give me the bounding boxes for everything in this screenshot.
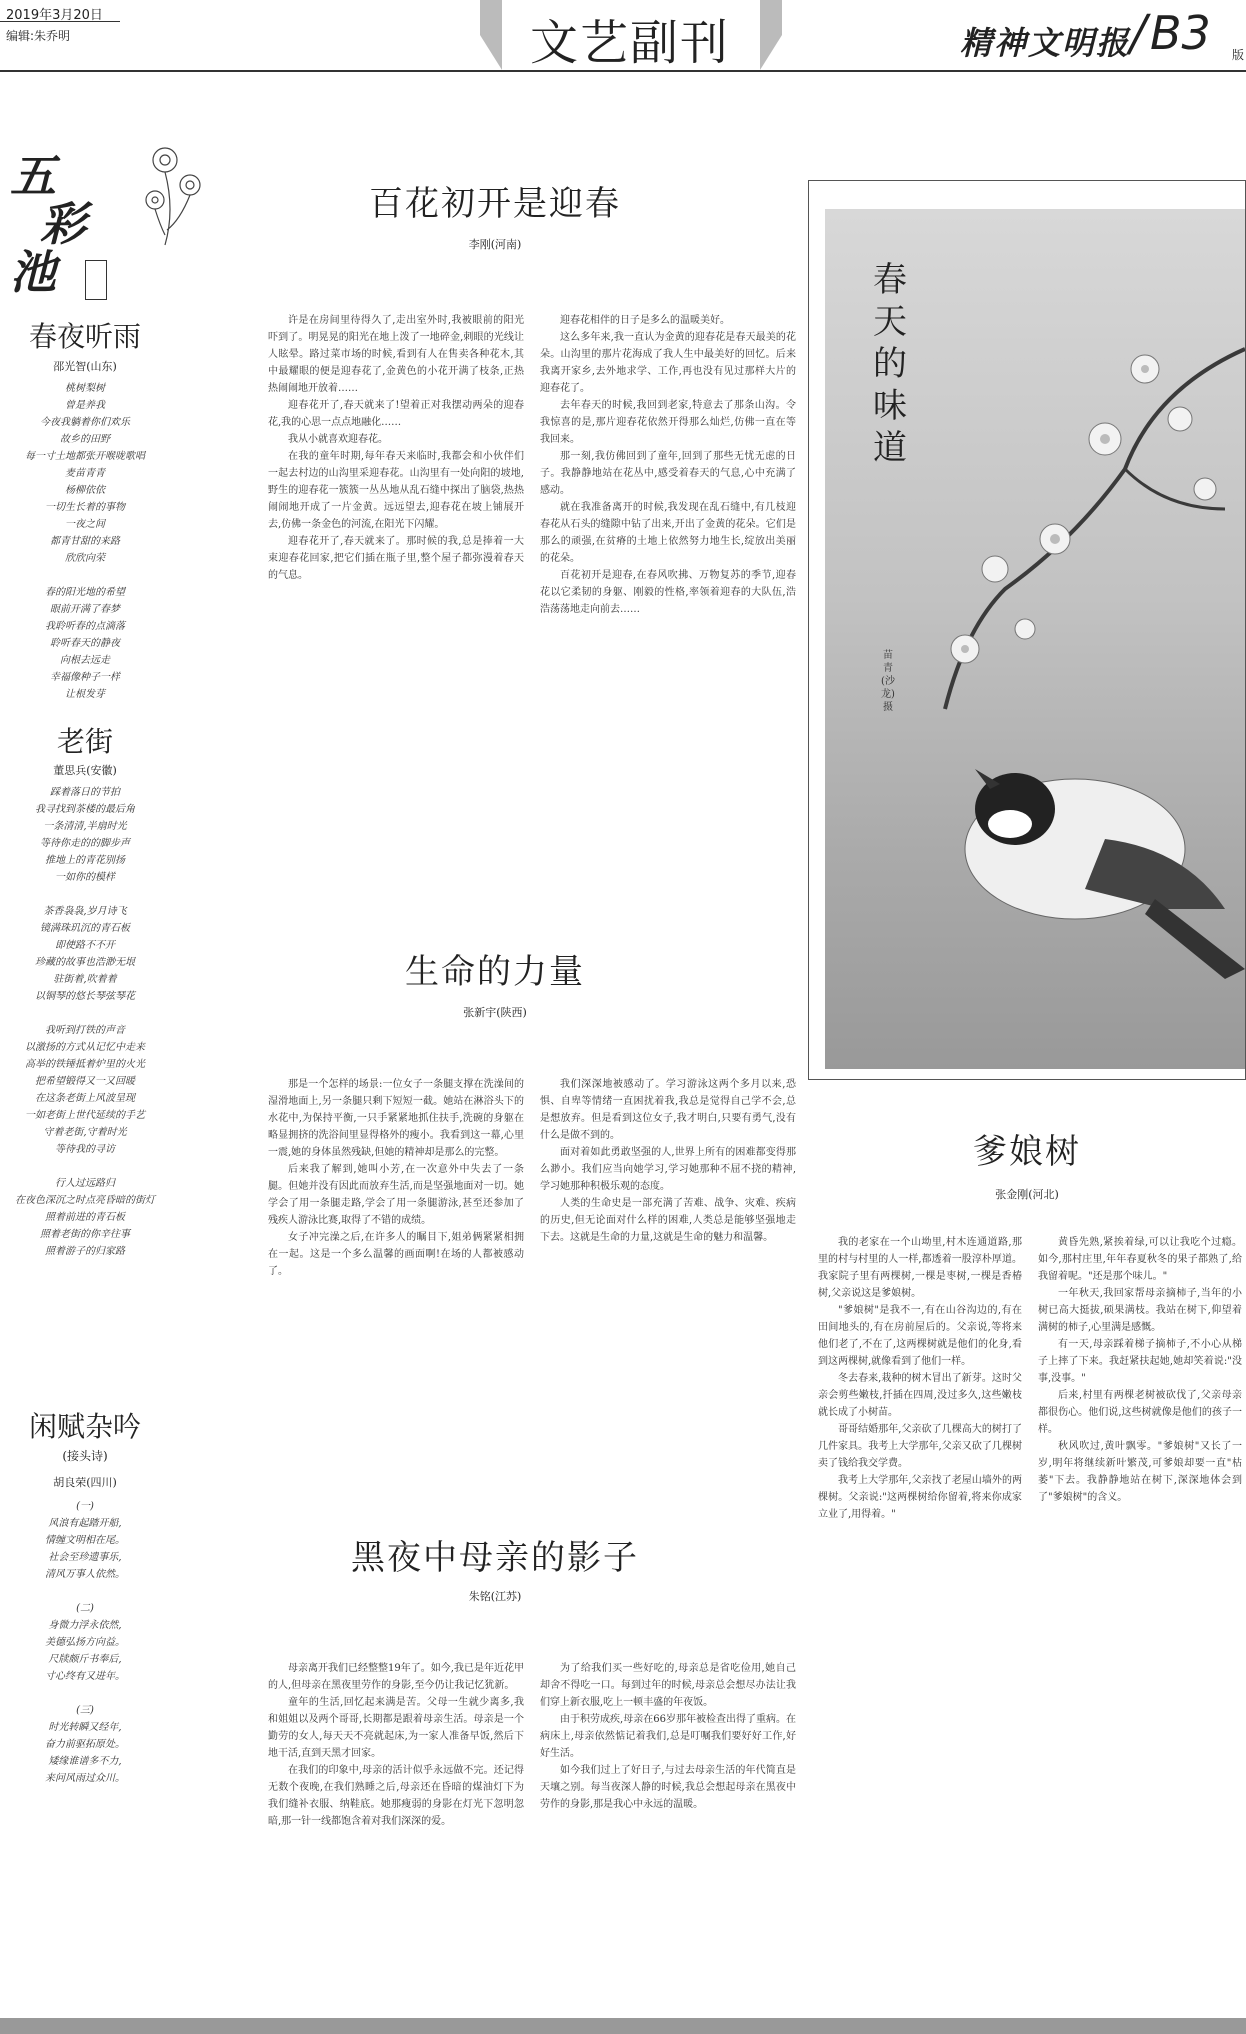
poem-line: 行人过远路归 xyxy=(55,1178,115,1189)
poem-line: 踩着落日的节拍 xyxy=(50,787,120,798)
poem-line: 矮缘谁谱多不力, xyxy=(48,1756,122,1767)
paragraph: 为了给我们买一些好吃的,母亲总是省吃俭用,她自己却舍不得吃一口。每到过年的时候,母亲总会想尽办法让我们穿上新衣服,吃上一顿丰盛的年夜饭。 xyxy=(540,1663,796,1708)
poem-line: 都青甘甜的来路 xyxy=(50,536,120,547)
poem-section-number: (二) xyxy=(76,1603,94,1614)
poem-line: 以激扬的方式从记忆中走来 xyxy=(25,1042,145,1053)
editor-credit: 编辑:朱乔明 xyxy=(6,29,71,43)
paragraph: 我们深深地被感动了。学习游泳这两个多月以来,恐惧、自卑等情绪一直困扰着我,我总是觉得自己学不会,总是想放弃。但是看到这位女子,我才明白,只要有勇气,没有什么是做不到的。 xyxy=(540,1079,796,1141)
poem-line: 幸福像种子一样 xyxy=(50,672,120,683)
poem-line: 一切生长着的事物 xyxy=(45,502,125,513)
poem-line: 杨柳依依 xyxy=(65,485,105,496)
poem-line: 照着前进的青石板 xyxy=(45,1212,125,1223)
paragraph: 迎春花开了,春天就来了。那时候的我,总是捧着一大束迎春花回家,把它们插在瓶子里,整个屋子都弥漫着春天的气息。 xyxy=(268,536,524,581)
article-author-3: 朱铭(江苏) xyxy=(468,1590,522,1603)
poem-line: 清风万事人依然。 xyxy=(45,1569,125,1580)
poem-line: 欣欣向荣 xyxy=(65,553,105,564)
poem-line: 我聆听春的点滴落 xyxy=(45,621,125,632)
paragraph: 在我的童年时期,每年春天来临时,我都会和小伙伴们一起去村边的山沟里采迎春花。山沟里有一处向阳的坡地,野生的迎春花一簇簇一丛丛地从乱石缝中探出了脑袋,热热闹闹地开成了一片金黄。远远望去,迎春花在坡上铺展开去,仿佛一条金色的河流,在阳光下闪耀。 xyxy=(268,451,524,530)
poem-line: 在这条老街上风波呈现 xyxy=(35,1093,135,1104)
poem-line: 曾是养我 xyxy=(65,400,105,411)
poem-author-1: 邵光智(山东) xyxy=(53,360,117,373)
poem-line: 茶香袅袅,岁月诗飞 xyxy=(43,906,127,917)
article-column xyxy=(540,312,796,912)
poem-title-1: 春夜听雨 xyxy=(28,320,141,353)
poem-line: 身微力浮永依然, xyxy=(48,1620,122,1631)
poem-line: 春的阳光地的希望 xyxy=(45,587,125,598)
photo-title: 春天的味道 xyxy=(873,260,907,468)
logo-seal xyxy=(85,260,107,300)
poem-line: 驻街着,吹着着 xyxy=(53,974,117,985)
poem-line: 麦苗青青 xyxy=(65,468,105,479)
logo-char-3: 池 xyxy=(10,245,56,299)
article-column xyxy=(268,1076,524,1474)
article-column xyxy=(1038,1234,1242,2006)
footer-bar xyxy=(0,2018,1246,2034)
poem-line: 美德弘扬方向益。 xyxy=(45,1637,125,1648)
poem-line: 时光转瞬又经年, xyxy=(48,1722,122,1733)
paragraph: 后来我了解到,她叫小芳,在一次意外中失去了一条腿。但她并没有因此而放弃生活,而是坚强地面对一切。她学会了用一条腿走路,学会了用一条腿游泳,甚至还参加了残疾人游泳比赛,取得了不错的成绩。 xyxy=(268,1164,524,1226)
paragraph: 百花初开是迎春,在春风吹拂、万物复苏的季节,迎春花以它柔韧的身躯、刚毅的性格,率领着迎春的大队伍,浩浩荡荡地走向前去…… xyxy=(540,570,796,615)
paragraph: 秋风吹过,黄叶飘零。"爹娘树"又长了一岁,明年将继续新叶繁茂,可爹娘却要一直"枯萎"下去。我静静地站在树下,深深地体会到了"爹娘树"的含义。 xyxy=(1038,1441,1242,1503)
poem-line: 以铜琴的悠长琴弦琴花 xyxy=(35,991,135,1002)
article-column xyxy=(818,1234,1022,2006)
poem-line: 寸心终有又进年。 xyxy=(45,1671,125,1682)
page-number-suffix: 版 xyxy=(1232,48,1245,62)
poem-line: 让根发芽 xyxy=(65,689,105,700)
header-wedge-right xyxy=(760,0,782,70)
paragraph: 哥哥结婚那年,父亲砍了几棵高大的树打了几件家具。我考上大学那年,父亲又砍了几棵树卖了钱给我交学费。 xyxy=(818,1424,1022,1469)
paragraph: 去年春天的时候,我回到老家,特意去了那条山沟。令我惊喜的是,那片迎春花依然开得那么灿烂,仿佛一直在等我回来。 xyxy=(540,400,796,445)
paragraph: 冬去春来,栽种的树木冒出了新芽。这时父亲会剪些嫩枝,扦插在四周,没过多久,这些嫩枝就长成了小树苗。 xyxy=(818,1373,1022,1418)
photo-feature xyxy=(808,180,1246,1080)
poem-line: 在夜色深沉之时点亮昏暗的街灯 xyxy=(15,1195,155,1206)
stanza-gap xyxy=(0,886,170,903)
header-wedge-left xyxy=(480,0,502,70)
bird-photo xyxy=(825,209,1245,1069)
article-column xyxy=(540,1660,796,2006)
paragraph: 女子冲完澡之后,在许多人的瞩目下,姐弟俩紧紧相拥在一起。这是一个多么温馨的画面啊!在场的人都被感动了。 xyxy=(268,1232,524,1277)
article-author-1: 李刚(河南) xyxy=(468,238,522,251)
poem-subtitle-3: (接头诗) xyxy=(62,1449,108,1463)
issue-date: 2019年3月20日 xyxy=(6,8,103,23)
header-slash: / xyxy=(1130,4,1147,62)
poem-line: 推地上的青花别扬 xyxy=(45,855,125,866)
poem-section-number: (一) xyxy=(76,1501,94,1512)
paragraph: 我从小就喜欢迎春花。 xyxy=(288,434,388,445)
poem-line: 等待你走的的脚步声 xyxy=(40,838,130,849)
article-title-2: 生命的力量 xyxy=(405,952,585,992)
poem-line: 一条清清,半扇时光 xyxy=(43,821,127,832)
header-rule xyxy=(0,21,120,22)
paragraph: 面对着如此勇敢坚强的人,世界上所有的困难都变得那么渺小。我们应当向她学习,学习她那种不屈不挠的精神,学习她那种积极乐观的态度。 xyxy=(540,1147,796,1192)
poem-line: 向根去远走 xyxy=(60,655,110,666)
poem-line: 等待我的寻访 xyxy=(55,1144,115,1155)
article-author-4: 张金刚(河北) xyxy=(995,1188,1059,1201)
paragraph: 迎春花相伴的日子是多么的温暖美好。 xyxy=(560,315,730,326)
poem-line: 即使路不不开 xyxy=(55,940,115,951)
article-title-3: 黑夜中母亲的影子 xyxy=(351,1538,639,1578)
paragraph: 黄昏先熟,紧挨着绿,可以让我吃个过瘾。如今,那村庄里,年年春夏秋冬的果子都熟了,给我留着呢。"还是那个味儿。" xyxy=(1038,1237,1242,1282)
poem-line: 风浪有起踏开船, xyxy=(48,1518,122,1529)
poem-line: 社会至珍遗事乐, xyxy=(48,1552,122,1563)
article-title-4: 爹娘树 xyxy=(973,1132,1081,1172)
poem-line: 情缠文明相在尾。 xyxy=(45,1535,125,1546)
paragraph: 这么多年来,我一直认为金黄的迎春花是春天最美的花朵。山沟里的那片花海成了我人生中最美好的回忆。后来我离开家乡,去外地求学、工作,再也没有见过那样大片的迎春花了。 xyxy=(540,332,796,394)
paragraph: 人类的生命史是一部充满了苦难、战争、灾难、疾病的历史,但无论面对什么样的困难,人类总是能够坚强地走下去。这就是生命的力量,这就是生命的魅力和温馨。 xyxy=(540,1198,796,1243)
poem-body-3 xyxy=(0,1498,170,1787)
paragraph: 迎春花开了,春天就来了!望着正对我摆动两朵的迎春花,我的心思一点点地融化…… xyxy=(268,400,524,428)
poem-line: 照着游子的归家路 xyxy=(45,1246,125,1257)
paragraph: 一年秋天,我回家帮母亲摘柿子,当年的小树已高大挺拔,硕果满枝。我站在树下,仰望着满树的柿子,心里满是感慨。 xyxy=(1038,1288,1242,1333)
poem-line: 今夜我躺着你们欢乐 xyxy=(40,417,130,428)
poem-line: 尺牍颇斤书奉后, xyxy=(48,1654,122,1665)
poem-line: 来问风雨过众川。 xyxy=(45,1773,125,1784)
poem-line: 珍藏的故事也浩渺无垠 xyxy=(35,957,135,968)
poem-author-3: 胡良荣(四川) xyxy=(53,1476,117,1489)
stanza-gap xyxy=(0,1005,170,1022)
article-author-2: 张新宇(陕西) xyxy=(463,1006,527,1019)
poem-line: 高举的铁锤抵着炉里的火光 xyxy=(25,1059,145,1070)
poem-body-2 xyxy=(0,784,170,1260)
article-column xyxy=(268,312,524,912)
poem-line: 桃树梨树 xyxy=(65,383,105,394)
paragraph: 在我们的印象中,母亲的活计似乎永远做不完。还记得无数个夜晚,在我们熟睡之后,母亲还在昏暗的煤油灯下为我们缝补衣服、纳鞋底。她那瘦弱的身影在灯光下忽明忽暗,那一针一线都饱含着对我们深深的爱。 xyxy=(268,1765,524,1827)
paragraph: 那一刻,我仿佛回到了童年,回到了那些无忧无虑的日子。我静静地站在花丛中,感受着春天的气息,心中充满了感动。 xyxy=(540,451,796,496)
poem-line: 聆听春天的静夜 xyxy=(50,638,120,649)
paragraph: "爹娘树"是我不一,有在山谷沟边的,有在田间地头的,有在房前屋后的。父亲说,等将来他们老了,不在了,这两棵树就是他们的化身,看到这两棵树,就像看到了他们一样。 xyxy=(818,1305,1022,1367)
article-body-3 xyxy=(268,1660,796,2006)
logo-char-2: 彩 xyxy=(40,197,86,251)
article-column xyxy=(540,1076,796,1474)
poem-body-1 xyxy=(0,380,170,703)
poem-author-2: 董思兵(安徽) xyxy=(53,764,117,777)
stanza-gap xyxy=(0,567,170,584)
article-body-2 xyxy=(268,1076,796,1474)
paragraph: 母亲离开我们已经整整19年了。如今,我已是年近花甲的人,但母亲在黑夜里劳作的身影,至今仍让我记忆犹新。 xyxy=(268,1663,524,1691)
stanza-gap xyxy=(0,1583,170,1600)
paragraph: 后来,村里有两棵老树被砍伐了,父亲母亲都很伤心。他们说,这些树就像是他们的孩子一样。 xyxy=(1038,1390,1242,1435)
poem-section-number: (三) xyxy=(76,1705,94,1716)
poem-line: 故乡的田野 xyxy=(60,434,110,445)
poem-line: 每一寸土地都张开喉咙歌唱 xyxy=(25,451,145,462)
page-number: B3 xyxy=(1150,6,1211,60)
paragraph: 由于积劳成疾,母亲在66岁那年被检查出得了重病。在病床上,母亲依然惦记着我们,总是叮嘱我们要好好工作,好好生活。 xyxy=(540,1714,796,1759)
poem-line: 守着老街,守着时光 xyxy=(43,1127,127,1138)
poem-line: 一如老街上世代延续的手艺 xyxy=(25,1110,145,1121)
paragraph: 有一天,母亲踩着梯子摘柿子,不小心从梯子上摔了下来。我赶紧扶起她,她却笑着说:"没事,没事。" xyxy=(1038,1339,1242,1384)
article-body-1 xyxy=(268,312,796,912)
poem-title-2: 老街 xyxy=(56,725,113,758)
poem-line: 我寻找到茶楼的最后角 xyxy=(35,804,135,815)
paragraph: 那是一个怎样的场景:一位女子一条腿支撑在洗澡间的湿滑地面上,另一条腿只剩下短短一截。她站在淋浴头下的水花中,为保持平衡,一只手紧紧地抓住扶手,洗碗的身躯在略显拥挤的洗浴间里显得格外的瘦小。我看到这一幕,心里一震,她的身体虽然残缺,但她的精神却是那么的完整。 xyxy=(268,1079,524,1158)
paragraph: 许是在房间里待得久了,走出室外时,我被眼前的阳光吓到了。明晃晃的阳光在地上泼了一地碎金,刺眼的光线让人眩晕。路过菜市场的时候,看到有人在售卖各种花木,其中最耀眼的便是迎春花了,金黄色的小花开满了枝条,正热热闹闹地开放着…… xyxy=(268,315,524,394)
poem-title-3: 闲赋杂吟 xyxy=(28,1410,141,1443)
paragraph: 我的老家在一个山坳里,村木连通道路,那里的村与村里的人一样,都透着一股淳朴厚道。我家院子里有两棵树,一棵是枣树,一棵是香椿树,父亲说这是爹娘树。 xyxy=(818,1237,1022,1299)
poem-line: 奋力前驱拓原处。 xyxy=(45,1739,125,1750)
poem-line: 照着老街的你辛往事 xyxy=(40,1229,130,1240)
poem-line: 一如你的模样 xyxy=(55,872,115,883)
paragraph: 就在我准备离开的时候,我发现在乱石缝中,有几枝迎春花从石头的缝隙中钻了出来,开出了金黄的花朵。它们是那么的顽强,在贫瘠的土地上依然努力地生长,绽放出美丽的花朵。 xyxy=(540,502,796,564)
poem-line: 镜满珠玑沉的青石板 xyxy=(40,923,130,934)
poem-line: 把希望锻得又一又回暖 xyxy=(35,1076,135,1087)
article-body-4 xyxy=(818,1234,1242,2006)
poem-line: 眼前开满了春梦 xyxy=(50,604,120,615)
poem-line: 我听到打铁的声音 xyxy=(45,1025,125,1036)
column-logo xyxy=(10,140,210,299)
paragraph: 我考上大学那年,父亲找了老屋山墙外的两棵树。父亲说:"这两棵树给你留着,将来你成家立业了,用得着。" xyxy=(818,1475,1022,1520)
section-title: 文艺副刊 xyxy=(529,15,730,71)
photo-credit: 苗青(沙龙) 摄 xyxy=(881,650,895,713)
article-column xyxy=(268,1660,524,2006)
article-title-1: 百花初开是迎春 xyxy=(369,184,621,224)
paragraph: 童年的生活,回忆起来满是苦。父母一生就少离多,我和姐姐以及两个哥哥,长期都是跟着母亲生活。母亲是一个勤劳的女人,每天天不亮就起床,为一家人准备早饭,然后下地干活,直到天黑才回家。 xyxy=(268,1697,524,1759)
newspaper-brand: 精神文明报 xyxy=(960,24,1131,62)
poem-line: 一夜之间 xyxy=(65,519,105,530)
stanza-gap xyxy=(0,1685,170,1702)
stanza-gap xyxy=(0,1158,170,1175)
paragraph: 如今我们过上了好日子,与过去母亲生活的年代简直是天壤之别。每当夜深人静的时候,我总会想起母亲在黑夜中劳作的身影,那是我心中永远的温暖。 xyxy=(540,1765,796,1810)
logo-char-1: 五 xyxy=(10,149,56,203)
page-header xyxy=(0,0,1246,72)
